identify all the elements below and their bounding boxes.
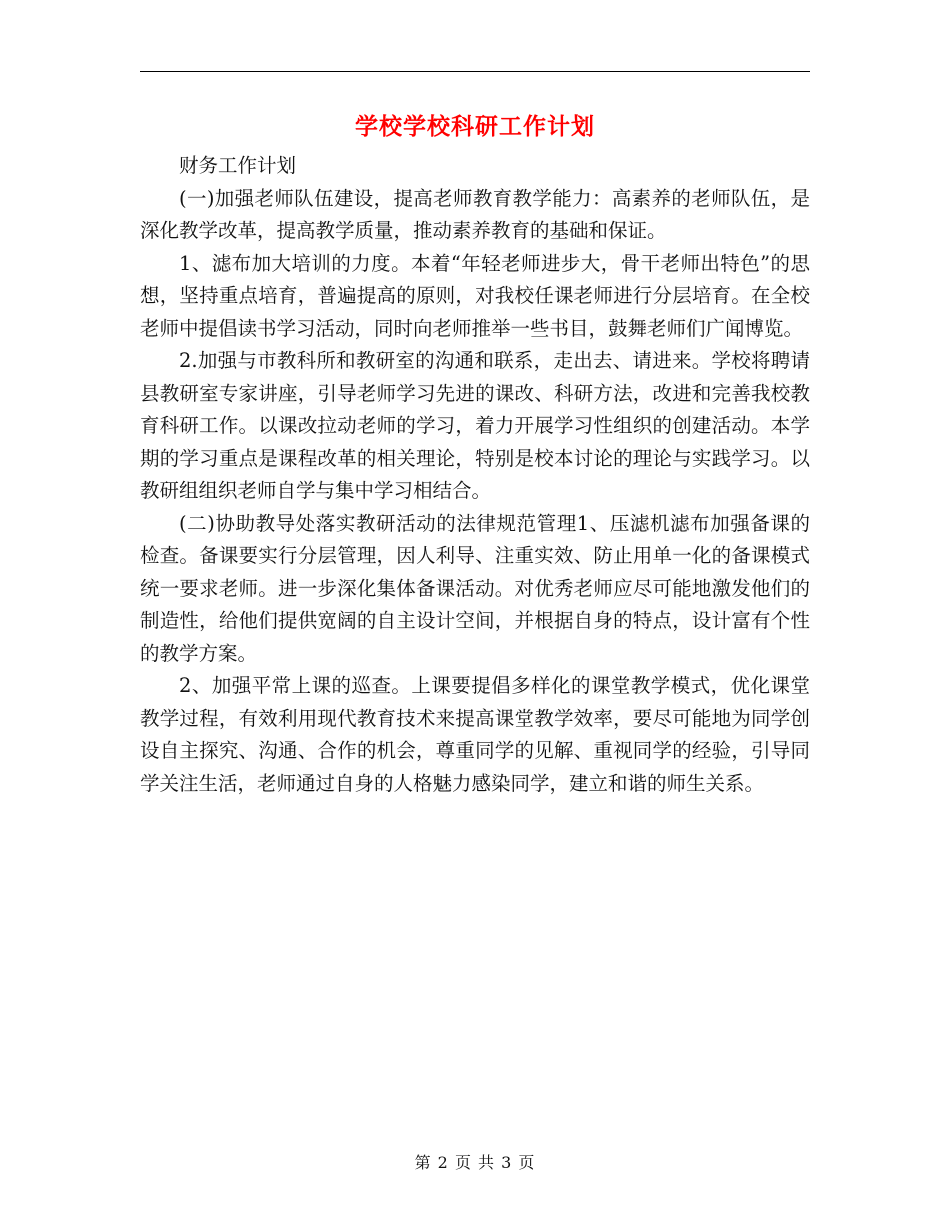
paragraph-item-1: 1、滤布加大培训的力度。本着“年轻老师进步大，骨干老师出特色”的思想，坚持重点培育，普遍提高的原则，对我校任课老师进行分层培育。在全校老师中提倡读书学习活动，同时向老师推举一些书目，鼓舞老师们广闻博览。 — [140, 251, 810, 340]
document-title: 学校学校科研工作计划 — [355, 114, 595, 140]
paragraph-subtitle: 财务工作计划 — [179, 154, 297, 177]
paragraph-item-2: 2.加强与市教科所和教研室的沟通和联系，走出去、请进来。学校将聘请县教研室专家讲座，引导老师学习先进的课改、科研方法，改进和完善我校教育科研工作。以课改拉动老师的学习，着力开展学习性组织的创建活动。本学期的学习重点是课程改革的相关理论，特别是校本讨论的理论与实践学习。以教研组组织老师自学与集中学习相结合。 — [140, 349, 810, 502]
paragraph-section-2: (二)协助教导处落实教研活动的法律规范管理1、压滤机滤布加强备课的检查。备课要实行分层管理，因人利导、注重实效、防止用单一化的备课模式统一要求老师。进一步深化集体备课活动。对优秀老师应尽可能地激发他们的制造性，给他们提供宽阔的自主设计空间，并根据自身的特点，设计富有个性的教学方案。 — [140, 511, 810, 665]
paragraph-section-1: (一)加强老师队伍建设，提高老师教育教学能力：高素养的老师队伍，是深化教学改革，提高教学质量，推动素养教育的基础和保证。 — [140, 186, 810, 242]
header-rule — [140, 71, 810, 72]
paragraph-item-3: 2、加强平常上课的巡查。上课要提倡多样化的课堂教学模式，优化课堂教学过程，有效利用现代教育技术来提高课堂教学效率，要尽可能地为同学创设自主探究、沟通、合作的机会，尊重同学的见解、重视同学的经验，引导同学关注生活，老师通过自身的人格魅力感染同学，建立和谐的师生关系。 — [140, 674, 810, 795]
page-number-footer: 第 2 页 共 3 页 — [414, 1153, 536, 1172]
document-body — [140, 150, 810, 800]
